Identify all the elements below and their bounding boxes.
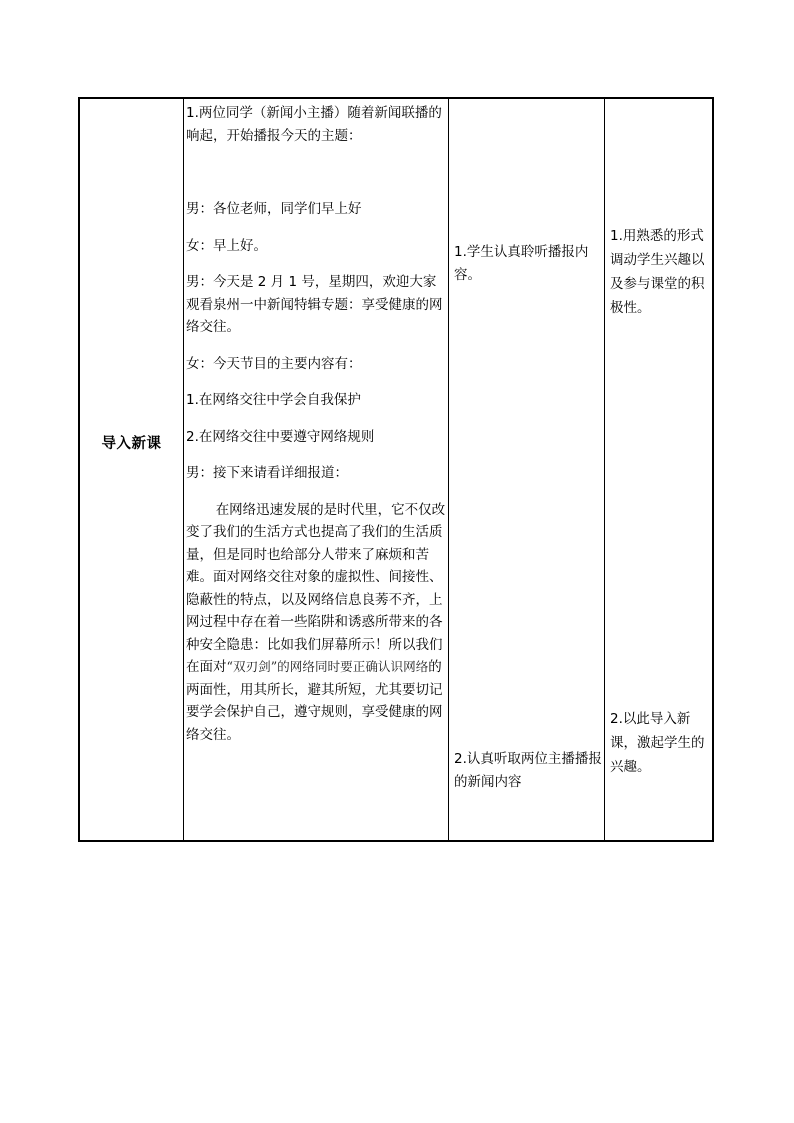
report-part2: 的两面性，用其所长，避其所短，尤其要切记要学会保护自己，遵守规则，享受健康的网络交往。: [186, 659, 443, 743]
dialog-line: 女：今天节目的主要内容有：: [186, 355, 362, 372]
teacher-activity-cell: [186, 99, 446, 746]
dialog-line: 男：接下来请看详细报道：: [186, 465, 348, 481]
student-activity-1: 1.学生认真聆听播报内容。: [454, 244, 589, 283]
report-quote: “双刃剑”的网络同时要正确认识网络: [226, 659, 429, 674]
dialog-line: 2.在网络交往中要遵守网络规则: [186, 428, 375, 445]
report-paragraph: [186, 499, 446, 747]
column-divider: [183, 99, 184, 840]
dialog-line: 男：今天是 2 月 1 号，星期四，欢迎大家观看泉州一中新闻特辑专题：享受健康的网络交往。: [186, 274, 443, 335]
dialog-line: 1.在网络交往中学会自我保护: [186, 392, 361, 408]
section-title: 导入新课: [101, 436, 162, 452]
design-intent-cell: [610, 99, 710, 840]
report-part1: 在网络迅速发展的是时代里，它不仅改变了我们的生活方式也提高了我们的生活质量，但是同时也给部分人带来了麻烦和苦难。面对网络交往对象的虚拟性、间接性、隐蔽性的特点，以及网络信息良莠不齐，上网过程中存在着一些陷阱和诱惑所带来的各种安全隐患：比如我们屏幕所示！所以我们在面对: [186, 501, 446, 675]
lesson-table: [78, 97, 714, 842]
column-divider: [448, 99, 449, 840]
dialog-line: 女：早上好。: [186, 237, 267, 254]
student-activity-cell: [454, 99, 604, 840]
design-intent-1: 1.用熟悉的形式调动学生兴趣以及参与课堂的积极性。: [610, 228, 705, 316]
dialog-line: 男：各位老师，同学们早上好: [186, 201, 362, 217]
intro-text: 1.两位同学（新闻小主播）随着新闻联播的响起，开始播报今天的主题：: [186, 105, 442, 144]
column-divider: [604, 99, 605, 840]
design-intent-2: 2.以此导入新课，激起学生的兴趣。: [610, 711, 705, 775]
student-activity-2: 2.认真听取两位主播播报的新闻内容: [454, 751, 602, 790]
